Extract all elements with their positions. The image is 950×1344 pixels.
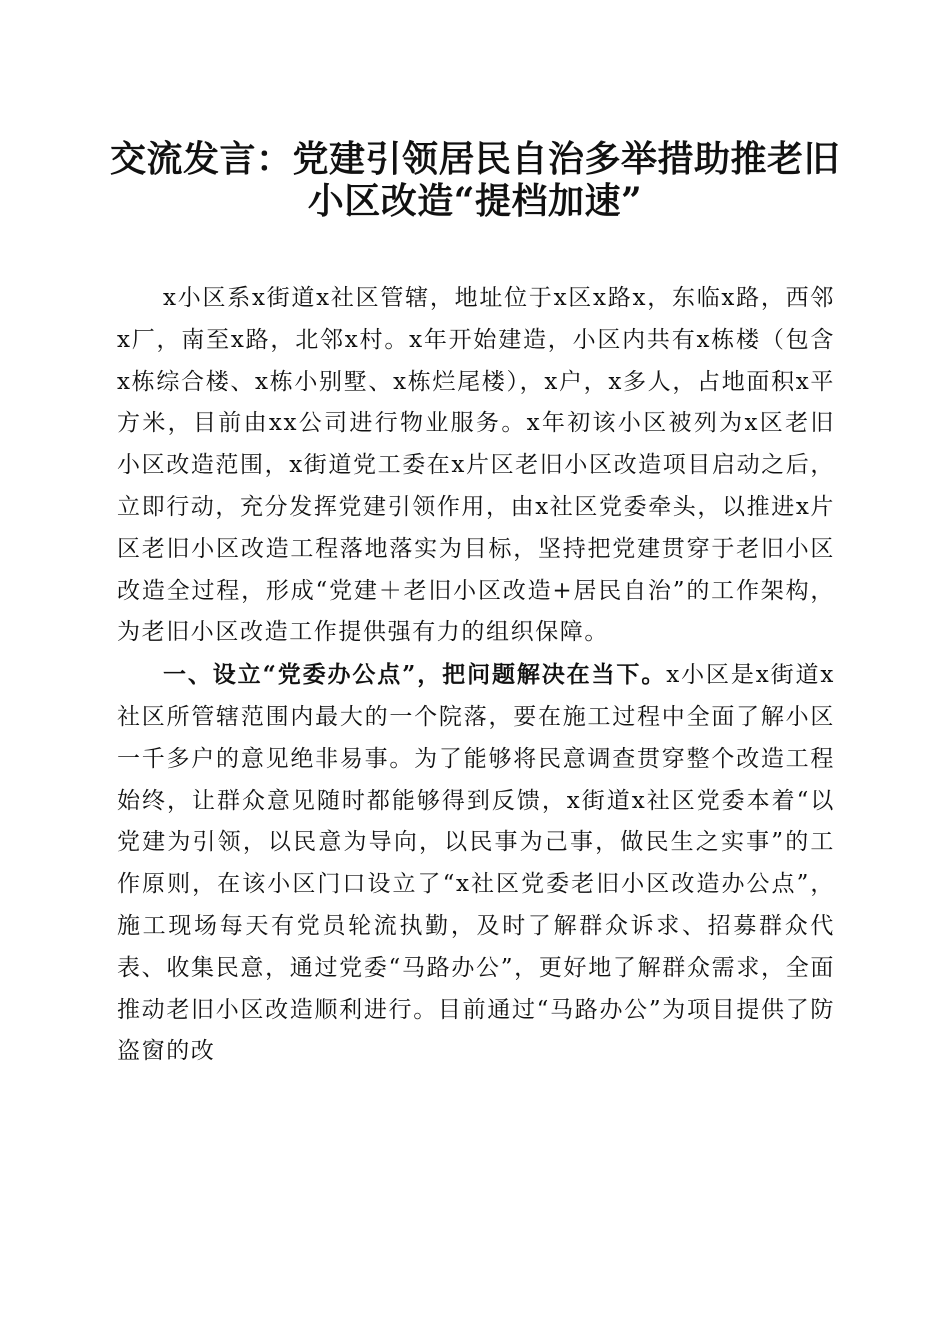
section-one-paragraph bbox=[117, 654, 835, 1073]
title-line-2: 小区改造“提档加速” bbox=[307, 180, 643, 222]
document-body bbox=[117, 278, 835, 1073]
intro-paragraph-text: x小区系x街道x社区管辖，地址位于x区x路x，东临x路，西邻x厂，南至x路，北邻x村。x年开始建造，小区内共有x栋楼（包含x栋综合楼、x栋小别墅、x栋烂尾楼），x户，x多人，占地面积x平方米，目前由xx公司进行物业服务。x年初该小区被列为x区老旧小区改造范围，x街道党工委在x片区老旧小区改造项目启动之后，立即行动，充分发挥党建引领作用，由x社区党委牵头，以推进x片区老旧小区改造工程落地落实为目标，坚持把党建贯穿于老旧小区改造全过程，形成“党建＋老旧小区改造+居民自治”的工作架构，为老旧小区改造工作提供强有力的组织保障。 bbox=[117, 285, 835, 646]
intro-paragraph bbox=[117, 278, 835, 654]
section-one-text: x小区是x街道x社区所管辖范围内最大的一个院落，要在施工过程中全面了解小区一千多户的意见绝非易事。为了能够将民意调查贯穿整个改造工程始终，让群众意见随时都能够得到反馈，x街道x社区党委本着“以党建为引领，以民意为导向，以民事为己事，做民生之实事”的工作原则，在该小区门口设立了“x社区党委老旧小区改造办公点”，施工现场每天有党员轮流执勤，及时了解群众诉求、招募群众代表、收集民意，通过党委“马路办公”，更好地了解群众需求，全面推动老旧小区改造顺利进行。目前通过“马路办公”为项目提供了防盗窗的改 bbox=[117, 662, 836, 1065]
title-line-1: 交流发言：党建引领居民自治多举措助推老旧 bbox=[109, 138, 840, 180]
document-title bbox=[100, 138, 850, 222]
section-one-heading: 一、设立“党委办公点”，把问题解决在当下。 bbox=[163, 661, 667, 689]
